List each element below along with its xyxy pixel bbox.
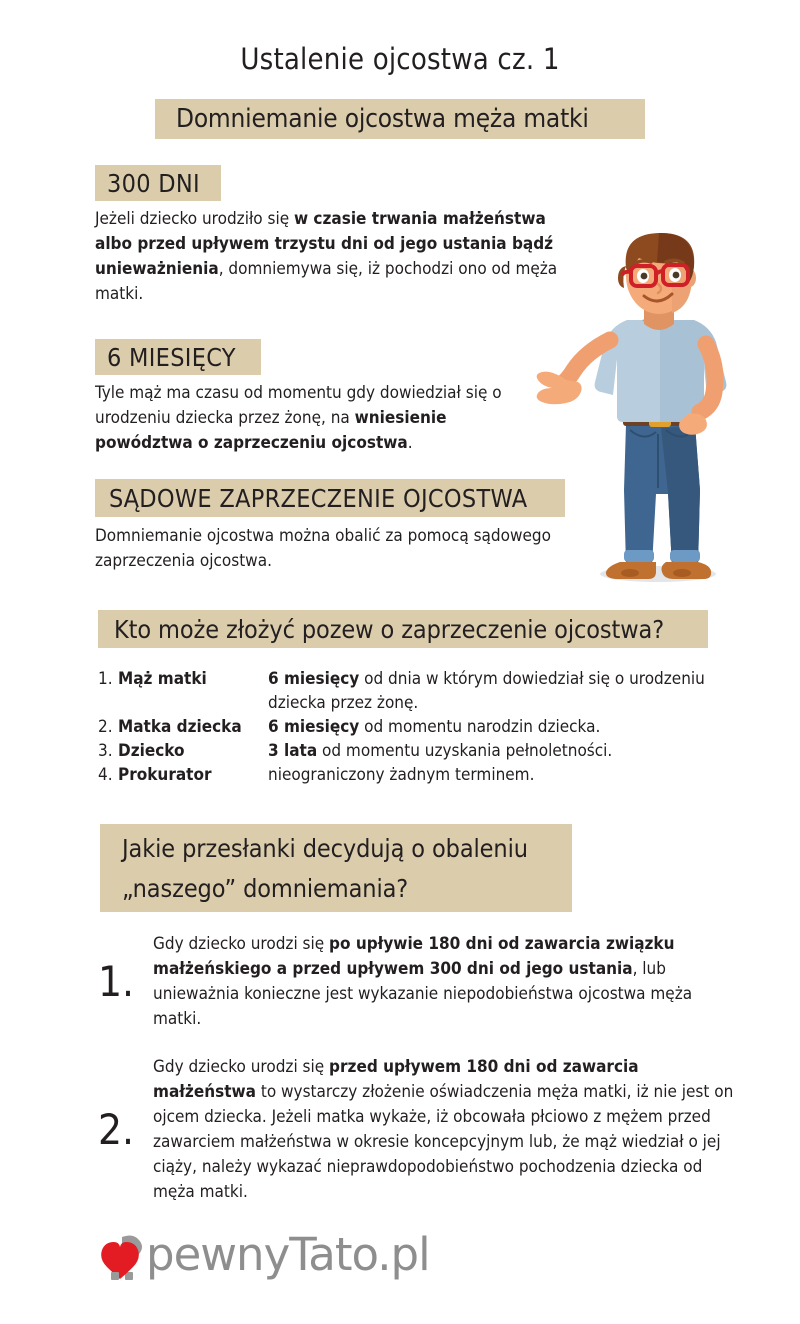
premise-item-2 — [98, 1055, 738, 1205]
badge-300-dni: 300 DNI — [95, 165, 221, 201]
row-party: Matka dziecka — [118, 717, 242, 737]
row-number: 4. — [98, 765, 113, 785]
premise-text: Gdy dziecko urodzi się przed upływem 180 dni od zawarcia małżeństwa to wystarczy złożenie oświadczenia męża matki, iż nie jest on ojcem dziecka. Jeżeli matka wykaże, iż obcowała płciowo z mężem przed zawarciem małżeństwa w okresie koncepcyjnym lub, że mąż wiedział o jej ciąży, należy wykazać nieprawdopodobieństwo pochodzenia dziecka od męża matki. — [153, 1057, 734, 1202]
row-deadline: 3 lata od momentu uzyskania pełnoletności. — [268, 741, 613, 761]
row-party: Dziecko — [118, 741, 185, 761]
paragraph-6-miesiecy: Tyle mąż ma czasu od momentu gdy dowiedział się o urodzeniu dziecka przez żonę, na wniesienie powództwa o zaprzeczeniu ojcostwa. — [95, 383, 502, 453]
row-number: 3. — [98, 741, 113, 761]
who-can-file-banner: Kto może złożyć pozew o zaprzeczenie ojcostwa? — [98, 610, 708, 648]
page-title: Ustalenie ojcostwa cz. 1 — [240, 42, 560, 76]
table-row — [98, 715, 738, 739]
row-deadline: nieograniczony żadnym terminem. — [268, 765, 535, 785]
premise-item-1 — [98, 932, 738, 1032]
subtitle-banner: Domniemanie ojcostwa męża matki — [155, 99, 645, 139]
paragraph-sadowe-zaprzeczenie: Domniemanie ojcostwa można obalić za pomocą sądowego zaprzeczenia ojcostwa. — [95, 526, 551, 571]
paragraph-300-dni: Jeżeli dziecko urodziło się w czasie trwania małżeństwa albo przed upływem trzystu dni od jego ustania bądź unieważnienia, domniemywa się, iż pochodzi ono od męża matki. — [95, 209, 558, 304]
row-deadline: 6 miesięcy od momentu narodzin dziecka. — [268, 717, 601, 737]
premises-banner-line-2: „naszego” domniemania? — [122, 874, 409, 903]
premise-number: 2. — [98, 1105, 135, 1154]
premises-banner-line-1: Jakie przesłanki decydują o obaleniu — [122, 834, 528, 863]
row-deadline: 6 miesięcy od dnia w którym dowiedział się o urodzeniu dziecka przez żonę. — [268, 669, 705, 713]
row-number: 2. — [98, 717, 113, 737]
table-row — [98, 739, 738, 763]
premises-banner — [100, 824, 572, 912]
premise-text: Gdy dziecko urodzi się po upływie 180 dni od zawarcia związku małżeńskiego a przed upływem 300 dni od jego ustania, lub unieważnia konieczne jest wykazanie niepodobieństwa ojcostwa męża matki. — [153, 934, 693, 1029]
table-row — [98, 667, 738, 715]
row-number: 1. — [98, 669, 113, 689]
logo-text: pewnyTato.pl — [146, 1227, 430, 1281]
row-party: Prokurator — [118, 765, 212, 785]
cartoon-man-illustration — [530, 228, 780, 593]
who-can-file-list — [98, 667, 738, 787]
badge-sadowe-zaprzeczenie: SĄDOWE ZAPRZECZENIE OJCOSTWA — [95, 479, 565, 517]
heart-question-mark-icon — [98, 1228, 150, 1280]
site-logo[interactable] — [98, 1226, 430, 1282]
table-row — [98, 763, 738, 787]
row-party: Mąż matki — [118, 669, 207, 689]
premise-number: 1. — [98, 957, 135, 1006]
badge-6-miesiecy: 6 MIESIĘCY — [95, 339, 261, 375]
